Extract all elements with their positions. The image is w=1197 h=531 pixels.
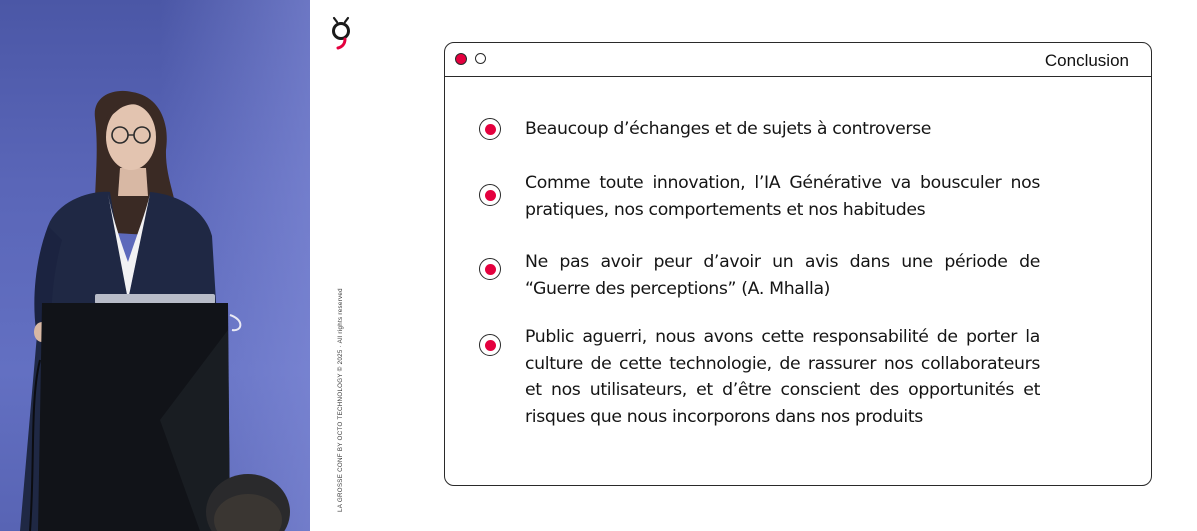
empty-dot-icon [475,53,486,64]
copyright-caption: LA GROSSE CONF BY OCTO TECHNOLOGY © 2025 · All rights reserved [337,288,344,512]
speaker-image [0,0,310,531]
target-bullet-icon [479,258,501,280]
window-title-bar [445,43,1151,77]
octo-logo-icon [330,16,352,50]
window-title: Conclusion [1044,51,1129,70]
filled-dot-icon [455,53,467,65]
bullet-text-2: Comme toute innovation, l’IA Générative va bousculer nos pratiques, nos comportements et nos habitudes [525,173,1040,220]
bullet-text-4: Public aguerri, nous avons cette responsabilité de porter la culture de cette technologie, de rassurer nos collaborateurs et nos utilisateurs, et d’être conscient des opportunités et risques que nous incorporons dans nos produits [525,327,1040,427]
presentation-slide [310,0,1197,531]
bullet-text-3: Ne pas avoir peur d’avoir un avis dans une période de “Guerre des perceptions” (A. Mhalla) [525,252,1040,299]
speaker-video-panel [0,0,310,531]
bullet-text-1: Beaucoup d’échanges et de sujets à controverse [525,119,932,139]
target-bullet-icon [479,118,501,140]
conclusion-window [444,42,1152,486]
target-bullet-icon [479,334,501,356]
target-bullet-icon [479,184,501,206]
